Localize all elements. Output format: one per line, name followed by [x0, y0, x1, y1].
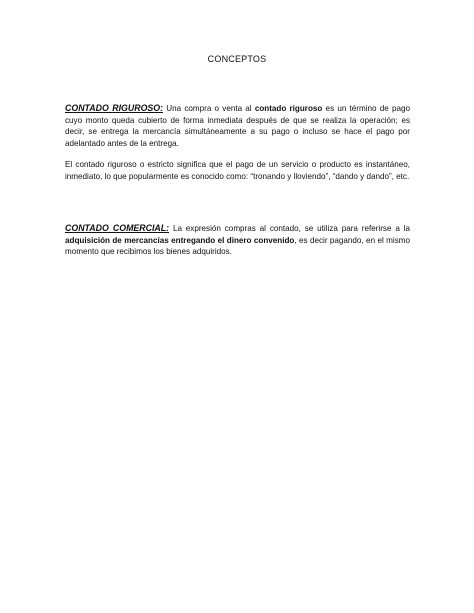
paragraph-text: El contado riguroso o estricto significa que el pago de un servicio o producto es instantáneo, inmediato, lo que popularmente es conocido como: “tronando y lloviendo”, “dando y dando”, etc. — [65, 160, 410, 181]
paragraph-contado-riguroso — [65, 103, 410, 149]
bold-phrase: contado riguroso — [254, 104, 323, 113]
bold-phrase: adquisición de mercancías entregando el dinero convenido — [65, 235, 295, 245]
paragraph-text: Una compra o venta al — [163, 104, 255, 113]
paragraph-text: La expresión compras al contado, se utiliza para referirse a la — [169, 224, 410, 233]
paragraph-text: , es decir pagando, en el mismo momento que recibimos los bienes adquiridos. — [65, 235, 410, 257]
term-contado-riguroso: CONTADO RIGUROSO: — [65, 103, 164, 113]
page-title: CONCEPTOS — [207, 54, 267, 64]
paragraph-contado-estricto — [65, 159, 410, 182]
paragraph-text: es un término de pago cuyo monto queda cubierto de forma inmediata después de que se realiza la operación; es decir, se entrega la mercancía simultáneamente a su pago o incluso se hace el pago por adelantado antes de la entrega. — [65, 104, 410, 148]
paragraph-contado-comercial — [65, 223, 410, 258]
term-contado-comercial: CONTADO COMERCIAL: — [65, 223, 170, 233]
